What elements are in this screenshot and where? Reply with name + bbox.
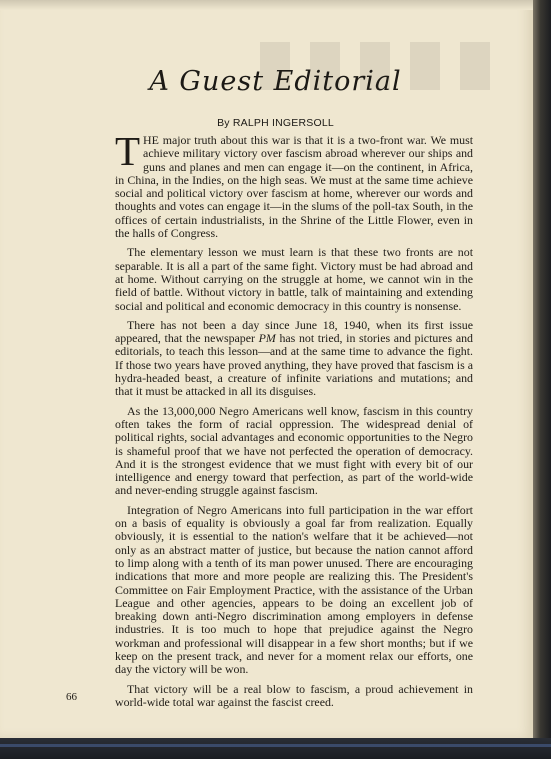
paragraph-3 — [115, 319, 473, 399]
paragraph-6: That victory will be a real blow to fascism, a proud achievement in world-wide total war against the fascist creed. — [115, 681, 473, 709]
editorial-title: A Guest Editorial — [149, 66, 402, 97]
paragraph-2: The elementary lesson we must learn is that these two fronts are not separable. It is all a part of the same fight. Victory must be had abroad and at home. Without carrying on the struggle at home, we cannot win in the field of battle. Without victory in battle, talk of maintaining and extending social and political and economic democracy in this country is nonsense. — [115, 245, 473, 313]
article-body — [115, 128, 473, 715]
scan-bottom-edge — [0, 738, 551, 759]
page-top-edge — [0, 0, 533, 10]
paragraph-3-text-a: There has not been a day since June 18, 1940, when its first issue appeared, that the newspaper — [115, 317, 473, 346]
drop-cap: T — [115, 128, 141, 174]
paragraph-1 — [115, 128, 473, 241]
paragraph-1-text: HE major truth about this war is that it is a two-front war. We must achieve military victory over fascism abroad wherever our ships and guns and planes and men can engage it—on the continent, in Africa, in China, in the Indies, on the high seas. We must at the same time achieve social and political victory over fascism at home, wherever our words and thoughts and votes can engage it—in the slums of the poll-tax South, in the offices of certain industrialists, in the Shrine of the Little Flower, even in the halls of Congress. — [115, 133, 473, 241]
author-byline: By RALPH INGERSOLL — [217, 117, 334, 129]
paragraph-3-text-b: has not tried, in stories and pictures and editorials, to teach this lesson—and at the same time to advance the fight. If those two years have proved anything, they have proved that fascism is a hydra-headed beast, a creature of infinite variations and mutations; and that it must be attacked in all its disguises. — [115, 331, 473, 399]
paragraph-4: As the 13,000,000 Negro Americans well know, fascism in this country often takes the form of racial oppression. The widespread denial of political rights, social advantages and economic opportunities to the Negro is shameful proof that we have not perfected the operation of democracy. And it is the strongest evidence that we must fight with every bit of our intelligence and energy toward that perfection, as part of the world-wide and never-ending struggle against fascism. — [115, 403, 473, 498]
binding-edge — [533, 0, 551, 759]
paragraph-5: Integration of Negro Americans into full participation in the war effort on a basis of equality is obviously a goal far from realization. Equally obviously, it is essential to the nation's welfare that it be achieved—not only as an abstract matter of justice, but because the nation cannot afford to limp along with a tenth of its man power unused. There are encouraging indications that more and more people are realizing this. The President's Committee on Fair Employment Practice, with the assistance of the Urban League and other agencies, appears to be doing an excellent job of breaking down anti-Negro discrimination among employers in defense industries. It is too much to hope that prejudice against the Negro workman and professional will disappear in a few short months; but if we keep on the present track, and never for a moment relax our efforts, one day the victory will be won. — [115, 502, 473, 677]
page-number: 66 — [66, 691, 77, 703]
newspaper-name: PM — [258, 331, 276, 346]
